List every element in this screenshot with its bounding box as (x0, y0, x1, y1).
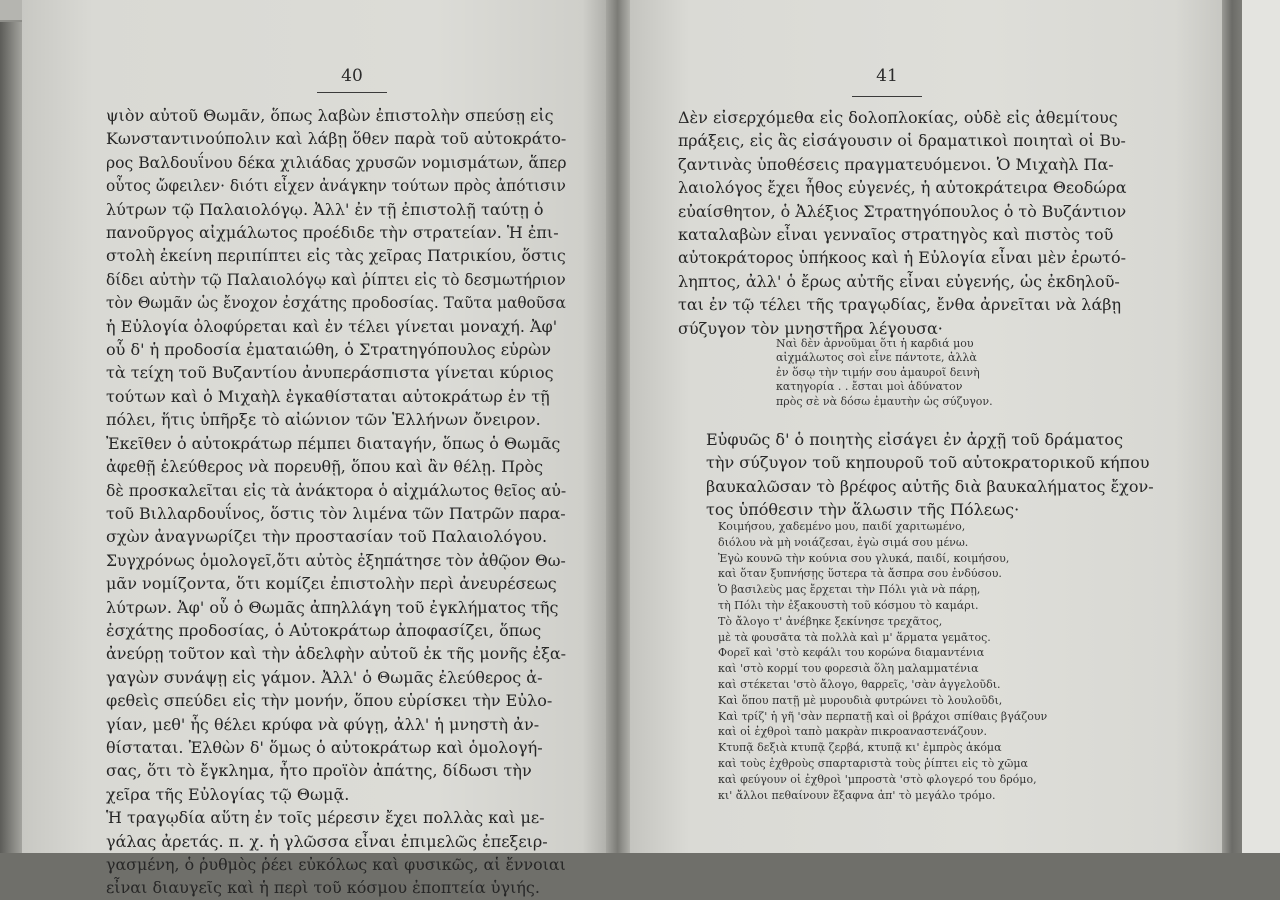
text-line: πράξεις, εἰς ἃς εἰσάγουσιν οἱ δραματικοὶ ποιηταὶ οἱ Βυ- (678, 131, 1126, 151)
text-line: τος ὑπόθεσιν τὴν ἅλωσιν τῆς Πόλεως· (706, 500, 1020, 520)
text-line: εἶναι διαυγεῖς καὶ ἡ περὶ τοῦ κόσμου ἐποπτεία ὑγιής. (106, 878, 540, 898)
verse-line: καὶ τοὺς ἐχθροὺς σπαρταριστὰ τοὺς ῥίπτει εἰς τὸ χῶμα (718, 756, 1028, 770)
right-page-number-rule (852, 96, 922, 97)
text-line: Συγχρόνως ὁμολογεῖ,ὅτι αὐτὸς ἐξηπάτησε τὸν ἀθῷον Θω- (106, 550, 566, 570)
right-page-number: 41 (876, 66, 898, 86)
left-page-number-rule (317, 92, 387, 93)
text-line: γαγὼν συνάψῃ εἰς γάμον. Ἀλλ' ὁ Θωμᾶς ἐλεύθερος ἀ- (106, 667, 543, 687)
verse-line: τὴ Πόλι τὴν ἐξακουστὴ τοῦ κόσμου τὸ καμάρι. (718, 598, 979, 612)
text-line: τὰ τείχη τοῦ Βυζαντίου ἀνυπεράσπιστα γίνεται κύριος (106, 363, 554, 383)
left-page-number: 40 (341, 66, 363, 86)
right-page-lullaby (718, 519, 1047, 803)
verse-line: Κτυπᾷ δεξιὰ κτυπᾷ ζερβά, κτυπᾷ κι' ἐμπρὸς ἀκόμα (718, 741, 1002, 755)
verse-line: διόλου νὰ μὴ νοιάζεσαι, ἐγὼ σιμά σου μένω. (718, 535, 969, 549)
text-line: σύζυγον τὸν μνηστῆρα λέγουσα· (678, 318, 943, 338)
text-line: τὸν Θωμᾶν ὡς ἔνοχον ἐσχάτης προδοσίας. Ταῦτα μαθοῦσα (106, 293, 566, 313)
verse-line: Ἐγὼ κουνῶ τὴν κούνια σου γλυκά, παιδί, κοιμήσου, (718, 551, 1010, 565)
text-line: φεθεὶς σπεύδει εἰς τὴν μονήν, ὅπου εὑρίσκει τὴν Εὐλο- (106, 691, 553, 711)
text-line: χεῖρα τῆς Εὐλογίας τῷ Θωμᾷ. (106, 784, 350, 804)
text-line: βαυκαλῶσαν τὸ βρέφος αὐτῆς διὰ βαυκαλήματος ἔχον- (706, 476, 1154, 496)
text-line: Εὐφυῶς δ' ὁ ποιητὴς εἰσάγει ἐν ἀρχῇ τοῦ δράματος (706, 430, 1124, 449)
text-line: δίδει αὐτὴν τῷ Παλαιολόγῳ καὶ ῥίπτει εἰς τὸ δεσμωτήριον (106, 269, 566, 289)
text-line: ἐσχάτης προδοσίας, ὁ Αὐτοκράτωρ ἀποφασίζει, ὅπως (106, 620, 542, 640)
verse-line: πρὸς σὲ νὰ δόσω ἐμαυτὴν ὡς σύζυγον. (776, 394, 993, 408)
text-line: γασμένη, ὁ ῥυθμὸς ῥέει εὐκόλως καὶ φυσικῶς, αἱ ἔννοιαι (106, 855, 566, 874)
verse-line: Φορεῖ καὶ 'στὸ κεφάλι του κορώνα διαμαντένια (718, 646, 985, 660)
text-line: λύτρων. Ἀφ' οὗ ὁ Θωμᾶς ἀπηλλάγη τοῦ ἐγκλήματος τῆς (106, 597, 559, 617)
text-line: Ἐκεῖθεν ὁ αὐτοκράτωρ πέμπει διαταγήν, ὅπως ὁ Θωμᾶς (106, 433, 561, 453)
text-line: σας, ὅτι τὸ ἔγκλημα, ἦτο προϊὸν ἀπάτης, δίδωσι τὴν (106, 761, 532, 781)
text-line: μᾶν νομίζοντα, ὅτι κομίζει ἐπιστολὴν περὶ ἀνευρέσεως (106, 574, 557, 594)
text-line: λαιολόγος ἔχει ἦθος εὐγενές, ἡ αὐτοκράτειρα Θεοδώρα (678, 178, 1127, 198)
text-line: ται ἐν τῷ τέλει τῆς τραγῳδίας, ἔνθα ἀρνεῖται νὰ λάβῃ (678, 295, 1122, 315)
text-line: ψιὸν αὐτοῦ Θωμᾶν, ὅπως λαβὼν ἐπιστολὴν σπεύσῃ εἰς (106, 106, 554, 125)
text-line: καταλαβὼν εἶναι γενναῖος στρατηγὸς καὶ πιστὸς τοῦ (678, 225, 1114, 245)
verse-line: καὶ οἱ ἐχθροὶ ταπὸ μακρὰν πικροαναστενάζουν. (718, 725, 987, 739)
text-line: στολὴ ἐκείνη περιπίπτει εἰς τὰς χεῖρας Πατρικίου, ὅστις (106, 246, 566, 266)
text-line: Κωνσταντινούπολιν καὶ λάβῃ ὅθεν παρὰ τοῦ αὐτοκράτο- (106, 129, 567, 149)
text-line: πανοῦργος αἰχμάλωτος προέδιδε τὴν στρατείαν. Ἡ ἐπι- (106, 223, 559, 243)
verse-line: Καὶ τρίζ' ἡ γῆ 'σὰν περπατῇ καὶ οἱ βράχοι σπίθαις βγάζουν (718, 709, 1048, 723)
verse-line: κι' ἄλλοι πεθαίνουν ἔξαφνα ἀπ' τὸ μεγάλο τρόμο. (718, 788, 996, 802)
verse-line: Ναὶ δὲν ἀρνοῦμαι ὅτι ἡ καρδιά μου (776, 337, 974, 350)
text-line: γάλας ἀρετάς. π. χ. ἡ γλῶσσα εἶναι ἐπιμελῶς ἐπεξειρ- (106, 831, 548, 851)
verse-line: καὶ ὅταν ξυπνήσῃς ὕστερα τὰ ἄσπρα σου ἐνδύσου. (718, 567, 1002, 581)
right-page-verse-quote (776, 337, 993, 409)
text-line: τοῦ Βιλλαρδουΐνος, ὅστις τὸν λιμένα τῶν Πατρῶν παρα- (106, 503, 566, 523)
page-edge (1222, 0, 1242, 853)
text-line: τὴν σύζυγον τοῦ κηπουροῦ τοῦ αὐτοκρατορικοῦ κήπου (706, 453, 1150, 473)
verse-line: αἰχμάλωτος σοὶ εἶνε πάντοτε, ἀλλὰ (776, 351, 977, 365)
verse-line: Καὶ ὅπου πατῇ μὲ μυρουδιὰ φυτρώνει τὸ λουλοῦδι, (718, 693, 1003, 707)
text-line: γίαν, μεθ' ἧς θέλει κρύφα νὰ φύγῃ, ἀλλ' ἡ μνηστὴ ἀν- (106, 714, 540, 734)
right-page-paragraph (706, 428, 1154, 522)
verse-line: Κοιμήσου, χαδεμένο μου, παιδί χαριτωμένο, (718, 520, 966, 533)
text-line: εὐαίσθητον, ὁ Ἀλέξιος Στρατηγόπουλος ὁ τὸ Βυζάντιον (678, 201, 1127, 221)
left-page-text (106, 104, 566, 900)
text-line: ἀφεθῇ ἐλεύθερος νὰ πορευθῇ, ὅπου καὶ ἂν θέλῃ. Πρὸς (106, 457, 544, 477)
text-line: ζαντινὰς ὑποθέσεις πραγματευόμενοι. Ὁ Μιχαὴλ Πα- (678, 154, 1114, 174)
text-line: τούτων καὶ ὁ Μιχαὴλ ἐγκαθίσταται αὐτοκράτωρ ἐν τῇ (106, 386, 550, 406)
text-line: αὐτοκράτορος ὑπήκοος καὶ ἡ Εὐλογία εἶναι μὲν ἐρωτό- (678, 248, 1126, 268)
text-line: ἡ Εὐλογία ὀλοφύρεται καὶ ἐν τέλει γίνεται μοναχή. Ἀφ' (106, 316, 558, 336)
text-line: πόλει, ἥτις ὑπῆρξε τὸ αἰώνιον τῶν Ἑλλήνων ὄνειρον. (106, 410, 541, 430)
text-line: λύτρων τῷ Παλαιολόγῳ. Ἀλλ' ἐν τῇ ἐπιστολῇ ταύτῃ ὁ (106, 199, 544, 219)
text-line: ρος Βαλδουΐνου δέκα χιλιάδας χρυσῶν νομισμάτων, ἅπερ (106, 152, 567, 172)
text-line: Ἡ τραγῳδία αὕτη ἐν τοῖς μέρεσιν ἔχει πολλὰς καὶ με- (106, 808, 545, 828)
verse-line: καὶ στέκεται 'στὸ ἄλογο, θαρρεῖς, 'σὰν ἀγγελοῦδι. (718, 677, 1001, 691)
right-page-text (678, 106, 1126, 340)
verse-line: Ὁ βασιλεὺς μας ἔρχεται τὴν Πόλι γιὰ νὰ πάρῃ, (718, 583, 981, 597)
text-line: οὗτος ὤφειλεν· διότι εἶχεν ἀνάγκην τούτων πρὸς ἀπότισιν (106, 176, 566, 196)
text-line: ληπτος, ἀλλ' ὁ ἔρως αὐτῆς εἶναι εὐγενής, ὡς ἐκδηλοῦ- (678, 271, 1120, 291)
verse-line: ἐν ὅσῳ τὴν τιμήν σου ἀμαυροῖ δεινὴ (776, 365, 980, 379)
verse-line: καὶ 'στὸ κορμί του φορεσιὰ ὅλη μαλαμματένια (718, 662, 979, 676)
verse-line: κατηγορία . . ἔσται μοὶ ἀδύνατον (776, 380, 963, 394)
verse-line: καὶ φεύγουν οἱ ἐχθροὶ 'μπροστὰ 'στὸ φλογερό του δρόμο, (718, 772, 1037, 786)
verse-line: μὲ τὰ φουσᾶτα τὰ πολλὰ καὶ μ' ἅρματα γεμᾶτος. (718, 630, 991, 644)
text-line: Δὲν εἰσερχόμεθα εἰς δολοπλοκίας, οὐδὲ εἰς ἀθεμίτους (678, 108, 1118, 127)
text-line: θίσταται. Ἐλθὼν δ' ὅμως ὁ αὐτοκράτωρ καὶ ὁμολογή- (106, 737, 543, 757)
text-line: σχὼν ἀναγνωρίζει τὴν προστασίαν τοῦ Παλαιολόγου. (106, 527, 548, 547)
verse-line: Τὸ ἄλογο τ' ἀνέβηκε ξεκίνησε τρεχᾶτος, (718, 614, 943, 628)
scan-backdrop (1242, 0, 1280, 853)
book-gutter (606, 0, 632, 853)
text-line: οὗ δ' ἡ προδοσία ἐματαιώθη, ὁ Στρατηγόπουλος εὑρὼν (106, 340, 551, 360)
text-line: δὲ προσκαλεῖται εἰς τὰ ἀνάκτορα ὁ αἰχμάλωτος θεῖος αὐ- (106, 480, 567, 500)
text-line: ἀνεύρῃ τοῦτον καὶ τὴν ἀδελφὴν αὐτοῦ ἐκ τῆς μονῆς ἐξα- (106, 644, 567, 664)
